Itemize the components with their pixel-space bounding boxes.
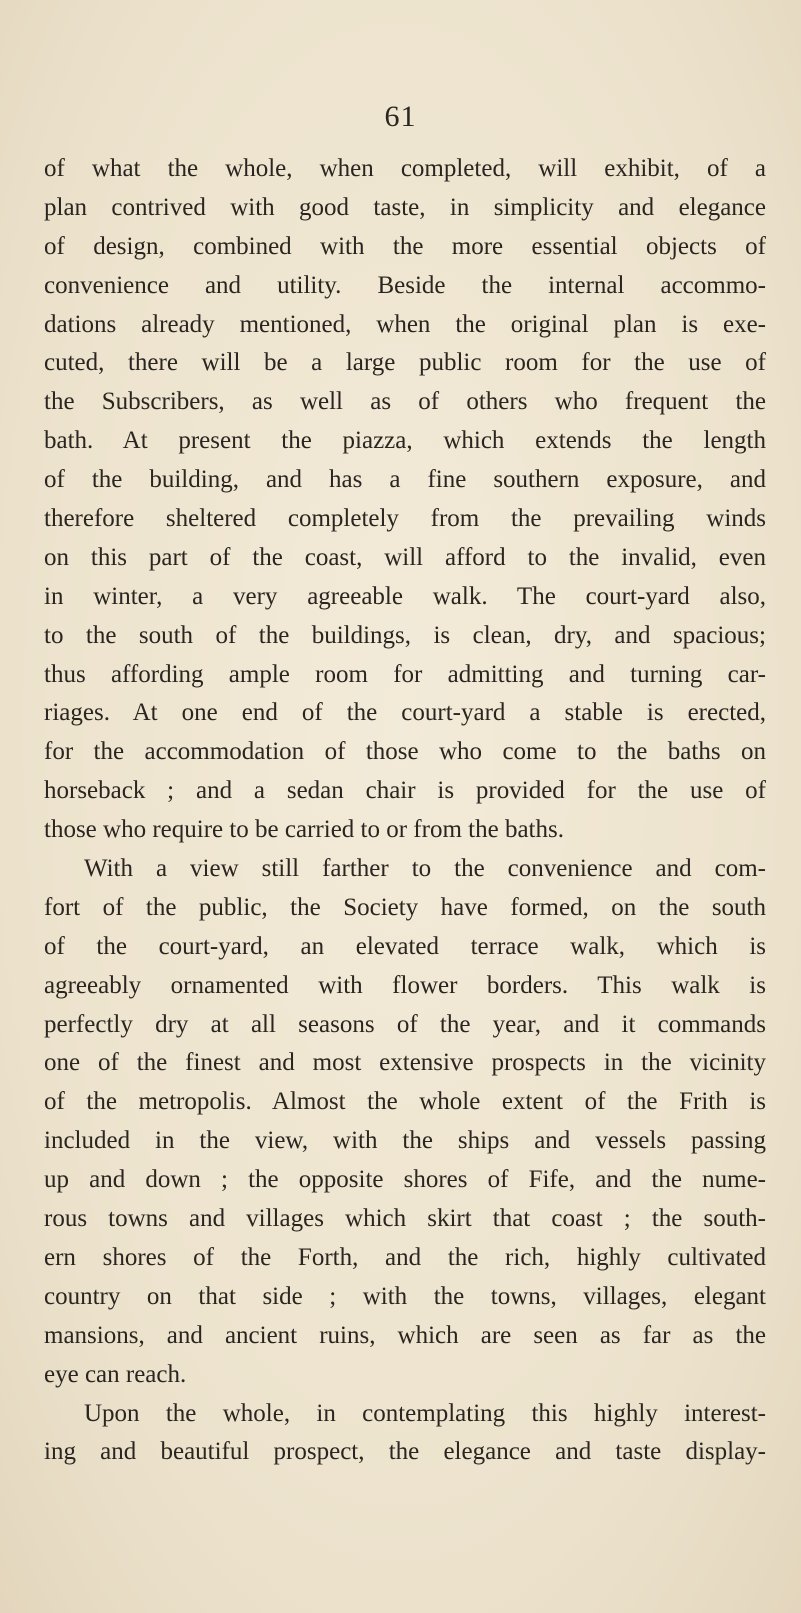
page-number: 61 <box>384 100 417 133</box>
text-line: the Subscribers, as well as of others who frequent the <box>44 388 766 416</box>
text-line: rous towns and villages which skirt that coast ; the south- <box>44 1205 766 1233</box>
text-line: one of the finest and most extensive prospects in the vicinity <box>44 1049 766 1077</box>
text-line: in winter, a very agreeable walk. The court-yard also, <box>44 582 766 610</box>
text-line: to the south of the buildings, is clean, dry, and spacious; <box>44 621 766 649</box>
text-line: ern shores of the Forth, and the rich, highly cultivated <box>44 1243 766 1271</box>
text-line: therefore sheltered completely from the prevailing winds <box>44 505 766 533</box>
paragraph-first-line: Upon the whole, in contemplating this highly interest- <box>84 1399 766 1427</box>
text-line: perfectly dry at all seasons of the year, and it commands <box>44 1010 766 1038</box>
text-line: country on that side ; with the towns, villages, elegant <box>44 1282 766 1310</box>
text-line: of the building, and has a fine southern exposure, and <box>44 466 766 494</box>
text-line: horseback ; and a sedan chair is provided for the use of <box>44 777 766 805</box>
text-line: fort of the public, the Society have formed, on the south <box>44 893 766 921</box>
text-line: of design, combined with the more essential objects of <box>44 232 766 260</box>
text-line: agreeably ornamented with flower borders. This walk is <box>44 971 766 999</box>
body-text <box>44 150 766 1472</box>
text-line: of what the whole, when completed, will exhibit, of a <box>44 155 766 182</box>
text-line: thus affording ample room for admitting and turning car- <box>44 660 766 688</box>
text-line: plan contrived with good taste, in simplicity and elegance <box>44 193 766 221</box>
text-line: for the accommodation of those who come to the baths on <box>44 738 766 766</box>
text-line: dations already mentioned, when the original plan is exe- <box>44 310 766 338</box>
text-line: included in the view, with the ships and vessels passing <box>44 1127 766 1155</box>
text-line: mansions, and ancient ruins, which are seen as far as the <box>44 1321 766 1349</box>
text-line: convenience and utility. Beside the internal accommo- <box>44 271 766 299</box>
text-line: ing and beautiful prospect, the elegance and taste display- <box>44 1438 766 1466</box>
text-line: those who require to be carried to or from the baths. <box>44 816 564 844</box>
text-line: cuted, there will be a large public room for the use of <box>44 349 766 377</box>
text-line: on this part of the coast, will afford to the invalid, even <box>44 543 766 571</box>
text-line: of the metropolis. Almost the whole extent of the Frith is <box>44 1088 766 1116</box>
text-line: eye can reach. <box>44 1360 187 1388</box>
text-line: bath. At present the piazza, which extends the length <box>44 427 766 455</box>
text-line: riages. At one end of the court-yard a stable is erected, <box>44 699 766 727</box>
paragraph-first-line: With a view still farther to the convenience and com- <box>84 855 766 883</box>
text-line: up and down ; the opposite shores of Fife, and the nume- <box>44 1166 766 1194</box>
text-line: of the court-yard, an elevated terrace walk, which is <box>44 932 766 960</box>
